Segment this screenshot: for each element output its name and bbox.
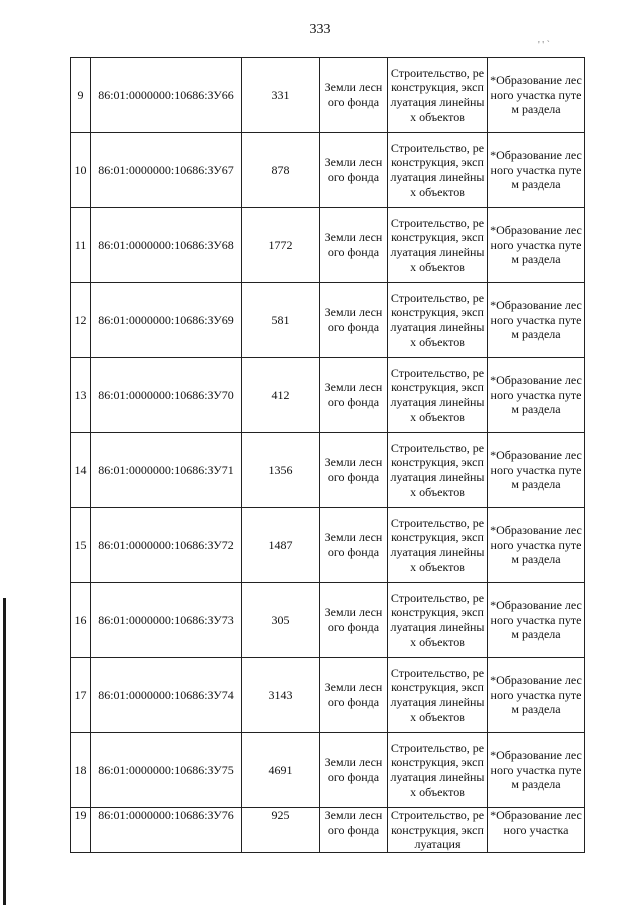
land-category: Земли лесного фонда	[320, 658, 388, 733]
margin-bar	[3, 598, 6, 905]
permitted-use: Строительство, реконструкция, эксплуатация линейных объектов	[388, 358, 488, 433]
cadastral-number: 86:01:0000000:10686:ЗУ69	[91, 283, 242, 358]
page-number: 333	[309, 22, 331, 37]
table-row	[71, 358, 585, 433]
cadastral-number: 86:01:0000000:10686:ЗУ73	[91, 583, 242, 658]
area-value: 305	[242, 583, 320, 658]
land-category: Земли лесного фонда	[320, 808, 388, 853]
scan-mark: ' ' `	[538, 40, 550, 51]
row-note: *Образование лесного участка путем раздела	[488, 508, 585, 583]
land-category: Земли лесного фонда	[320, 733, 388, 808]
permitted-use: Строительство, реконструкция, эксплуатация линейных объектов	[388, 658, 488, 733]
land-category: Земли лесного фонда	[320, 433, 388, 508]
table-row	[71, 583, 585, 658]
row-note: *Образование лесного участка путем раздела	[488, 208, 585, 283]
permitted-use: Строительство, реконструкция, эксплуатация линейных объектов	[388, 433, 488, 508]
cadastral-number: 86:01:0000000:10686:ЗУ75	[91, 733, 242, 808]
table-row	[71, 733, 585, 808]
cadastral-number: 86:01:0000000:10686:ЗУ68	[91, 208, 242, 283]
permitted-use: Строительство, реконструкция, эксплуатация линейных объектов	[388, 508, 488, 583]
row-number: 16	[71, 583, 91, 658]
area-value: 1772	[242, 208, 320, 283]
area-value: 878	[242, 133, 320, 208]
row-note: *Образование лесного участка путем раздела	[488, 433, 585, 508]
cadastral-number: 86:01:0000000:10686:ЗУ76	[91, 808, 242, 853]
permitted-use: Строительство, реконструкция, эксплуатация линейных объектов	[388, 733, 488, 808]
table-row	[71, 283, 585, 358]
cadastral-number: 86:01:0000000:10686:ЗУ66	[91, 58, 242, 133]
cadastral-number: 86:01:0000000:10686:ЗУ70	[91, 358, 242, 433]
area-value: 3143	[242, 658, 320, 733]
permitted-use: Строительство, реконструкция, эксплуатация	[388, 808, 488, 853]
table-row	[71, 133, 585, 208]
land-category: Земли лесного фонда	[320, 283, 388, 358]
row-number: 12	[71, 283, 91, 358]
area-value: 1487	[242, 508, 320, 583]
row-note: *Образование лесного участка путем раздела	[488, 283, 585, 358]
area-value: 4691	[242, 733, 320, 808]
row-number: 17	[71, 658, 91, 733]
row-note: *Образование лесного участка	[488, 808, 585, 853]
row-number: 19	[71, 808, 91, 853]
cadastral-number: 86:01:0000000:10686:ЗУ74	[91, 658, 242, 733]
land-category: Земли лесного фонда	[320, 358, 388, 433]
row-number: 15	[71, 508, 91, 583]
cadastral-number: 86:01:0000000:10686:ЗУ67	[91, 133, 242, 208]
table-row	[71, 658, 585, 733]
row-note: *Образование лесного участка путем раздела	[488, 658, 585, 733]
area-value: 331	[242, 58, 320, 133]
land-category: Земли лесного фонда	[320, 133, 388, 208]
permitted-use: Строительство, реконструкция, эксплуатация линейных объектов	[388, 58, 488, 133]
row-note: *Образование лесного участка путем раздела	[488, 358, 585, 433]
land-category: Земли лесного фонда	[320, 58, 388, 133]
table-row	[71, 58, 585, 133]
row-note: *Образование лесного участка путем раздела	[488, 58, 585, 133]
row-number: 18	[71, 733, 91, 808]
row-number: 14	[71, 433, 91, 508]
land-category: Земли лесного фонда	[320, 583, 388, 658]
cadastral-number: 86:01:0000000:10686:ЗУ71	[91, 433, 242, 508]
parcel-table	[70, 57, 585, 853]
parcel-table-body	[71, 58, 585, 853]
cadastral-number: 86:01:0000000:10686:ЗУ72	[91, 508, 242, 583]
row-number: 9	[71, 58, 91, 133]
row-number: 13	[71, 358, 91, 433]
land-category: Земли лесного фонда	[320, 508, 388, 583]
table-row	[71, 808, 585, 853]
row-number: 10	[71, 133, 91, 208]
permitted-use: Строительство, реконструкция, эксплуатация линейных объектов	[388, 283, 488, 358]
area-value: 925	[242, 808, 320, 853]
row-note: *Образование лесного участка путем раздела	[488, 733, 585, 808]
permitted-use: Строительство, реконструкция, эксплуатация линейных объектов	[388, 133, 488, 208]
land-category: Земли лесного фонда	[320, 208, 388, 283]
permitted-use: Строительство, реконструкция, эксплуатация линейных объектов	[388, 583, 488, 658]
table-row	[71, 508, 585, 583]
area-value: 581	[242, 283, 320, 358]
area-value: 412	[242, 358, 320, 433]
area-value: 1356	[242, 433, 320, 508]
row-number: 11	[71, 208, 91, 283]
table-row	[71, 433, 585, 508]
row-note: *Образование лесного участка путем раздела	[488, 133, 585, 208]
table-row	[71, 208, 585, 283]
permitted-use: Строительство, реконструкция, эксплуатация линейных объектов	[388, 208, 488, 283]
row-note: *Образование лесного участка путем раздела	[488, 583, 585, 658]
